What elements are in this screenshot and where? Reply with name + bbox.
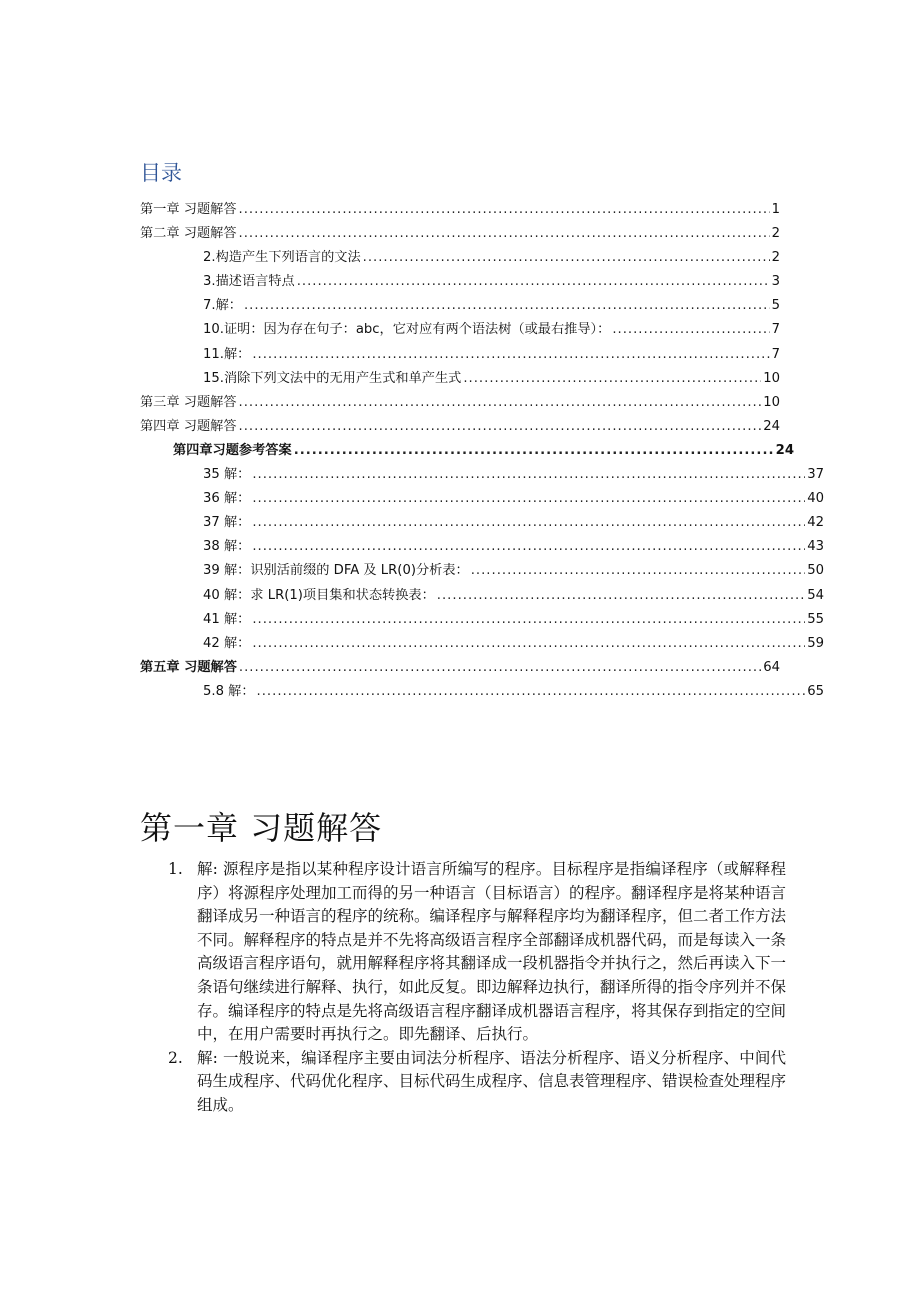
toc-dot-leader xyxy=(612,318,769,342)
toc-entry-label: 3.描述语言特点 xyxy=(203,274,295,290)
toc-entry-2-2[interactable] xyxy=(140,246,780,270)
toc-entry-label: 第一章 习题解答 xyxy=(140,202,237,217)
toc-entry-label: 10.证明：因为存在句子：abc，它对应有两个语法树（或最右推导）： xyxy=(203,322,611,338)
toc-dot-leader xyxy=(297,270,770,294)
item-number: 1. xyxy=(168,860,183,878)
toc-dot-leader xyxy=(437,584,805,608)
toc-dot-leader xyxy=(252,511,805,535)
toc-entry-page: 54 xyxy=(807,587,824,603)
toc-entry-chapter-4[interactable] xyxy=(140,415,780,439)
toc-dot-leader xyxy=(239,222,770,246)
toc-entry-label: 35 解： xyxy=(203,467,251,483)
toc-dot-leader xyxy=(252,463,805,487)
toc-entry-page: 2 xyxy=(771,226,780,242)
toc-dot-leader xyxy=(239,415,762,439)
item-text: 解: 源程序是指以某种程序设计语言所编写的程序。目标程序是指编译程序（或解释程序）将源程序处理加工而得的另一种语言（目标语言）的程序。翻译程序是将某种语言翻译成另一种语言的程序的统称。编译程序与解释程序均为翻译程序，但二者工作方法不同。解释程序的特点是并不先将高级语言程序全部翻译成机器代码，而是每读入一条高级语言程序语句，就用解释程序将其翻译成一段机器指令并执行之，然后再读入下一条语句继续进行解释、执行，如此反复。即边解释边执行，翻译所得的指令序列并不保存。编译程序的特点是先将高级语言程序翻译成机器语言程序，将其保存到指定的空间中，在用户需要时再执行之。即先翻译、后执行。 xyxy=(197,860,787,1044)
toc-entry-label: 15.消除下列文法中的无用产生式和单产生式 xyxy=(203,370,462,386)
toc-entry-2-10[interactable] xyxy=(140,318,780,342)
toc-entry-page: 5 xyxy=(771,298,780,314)
toc-entry-label: 41 解： xyxy=(203,611,251,627)
toc-entry-label: 第二章 习题解答 xyxy=(140,226,237,242)
toc-entry-2-7[interactable] xyxy=(140,294,780,318)
toc-entry-label: 11.解： xyxy=(203,346,251,362)
toc-entry-page: 43 xyxy=(807,539,824,555)
toc-entry-4-41[interactable] xyxy=(140,608,824,632)
toc-entry-label: 39 解：识别活前缀的 DFA 及 LR(0)分析表： xyxy=(203,563,469,579)
answer-list xyxy=(168,858,786,1118)
toc-dot-leader xyxy=(244,294,770,318)
toc-entry-2-3[interactable] xyxy=(140,270,780,294)
toc-dot-leader xyxy=(239,391,762,415)
toc-entry-label: 40 解：求 LR(1)项目集和状态转换表： xyxy=(203,587,435,603)
toc-entry-page: 42 xyxy=(807,515,824,531)
toc-entry-label: 2.构造产生下列语言的文法 xyxy=(203,250,361,266)
toc-dot-leader xyxy=(252,535,805,559)
toc-entry-chapter-1[interactable] xyxy=(140,198,780,222)
toc-entry-page: 7 xyxy=(771,322,780,338)
toc-entry-page: 50 xyxy=(807,563,824,579)
toc-entry-4-35[interactable] xyxy=(140,463,824,487)
chapter-heading: 第一章 习题解答 xyxy=(140,809,383,848)
item-text: 解: 一般说来，编译程序主要由词法分析程序、语法分析程序、语义分析程序、中间代码生成程序、代码优化程序、目标代码生成程序、信息表管理程序、错误检查处理程序组成。 xyxy=(197,1048,787,1114)
toc-entry-label: 第四章 习题解答 xyxy=(140,418,237,434)
toc-dot-leader xyxy=(239,656,761,680)
toc-entry-label: 37 解： xyxy=(203,515,251,531)
toc-entry-label: 第三章 习题解答 xyxy=(140,394,237,410)
table-of-contents xyxy=(140,198,824,704)
toc-entry-4-37[interactable] xyxy=(140,511,824,535)
toc-entry-5-8[interactable] xyxy=(140,680,824,704)
toc-entry-4-36[interactable] xyxy=(140,487,824,511)
toc-entry-4-42[interactable] xyxy=(140,632,824,656)
toc-entry-page: 24 xyxy=(763,418,780,434)
toc-entry-label: 第五章 习题解答 xyxy=(140,659,237,675)
toc-entry-4-39[interactable] xyxy=(140,559,824,583)
toc-entry-2-15[interactable] xyxy=(140,367,780,391)
toc-entry-page: 7 xyxy=(771,346,780,362)
toc-entry-chapter-4-answers[interactable] xyxy=(140,439,794,463)
toc-entry-label: 第四章习题参考答案 xyxy=(173,442,292,458)
toc-entry-page: 3 xyxy=(771,274,780,290)
toc-dot-leader xyxy=(252,487,805,511)
toc-dot-leader xyxy=(252,632,805,656)
toc-entry-chapter-2[interactable] xyxy=(140,222,780,246)
toc-entry-page: 59 xyxy=(807,635,824,651)
toc-entry-chapter-5[interactable] xyxy=(140,656,780,680)
toc-dot-leader xyxy=(463,367,761,391)
toc-entry-page: 10 xyxy=(763,370,780,386)
toc-entry-page: 2 xyxy=(771,250,780,266)
toc-title: 目录 xyxy=(140,161,182,185)
toc-dot-leader xyxy=(252,343,769,367)
toc-entry-label: 38 解： xyxy=(203,539,251,555)
toc-entry-page: 65 xyxy=(807,683,824,699)
toc-entry-chapter-3[interactable] xyxy=(140,391,780,415)
toc-entry-4-38[interactable] xyxy=(140,535,824,559)
toc-entry-label: 42 解： xyxy=(203,635,251,651)
toc-entry-page: 37 xyxy=(807,467,824,483)
toc-dot-leader xyxy=(252,608,805,632)
toc-entry-page: 64 xyxy=(763,659,780,675)
toc-entry-4-40[interactable] xyxy=(140,584,824,608)
toc-entry-page: 10 xyxy=(763,394,780,410)
toc-entry-2-11[interactable] xyxy=(140,343,780,367)
list-item xyxy=(168,1047,786,1118)
toc-entry-page: 24 xyxy=(775,442,794,458)
toc-entry-label: 5.8 解： xyxy=(203,683,255,699)
toc-entry-label: 36 解： xyxy=(203,491,251,507)
toc-entry-page: 55 xyxy=(807,611,824,627)
toc-dot-leader xyxy=(471,559,805,583)
toc-entry-page: 1 xyxy=(771,202,780,217)
toc-entry-page: 40 xyxy=(807,491,824,507)
toc-dot-leader xyxy=(239,198,770,222)
toc-dot-leader xyxy=(257,680,806,704)
list-item xyxy=(168,858,786,1047)
toc-dot-leader xyxy=(294,439,774,463)
toc-entry-label: 7.解： xyxy=(203,298,242,314)
toc-dot-leader xyxy=(363,246,770,270)
item-number: 2. xyxy=(168,1048,183,1067)
